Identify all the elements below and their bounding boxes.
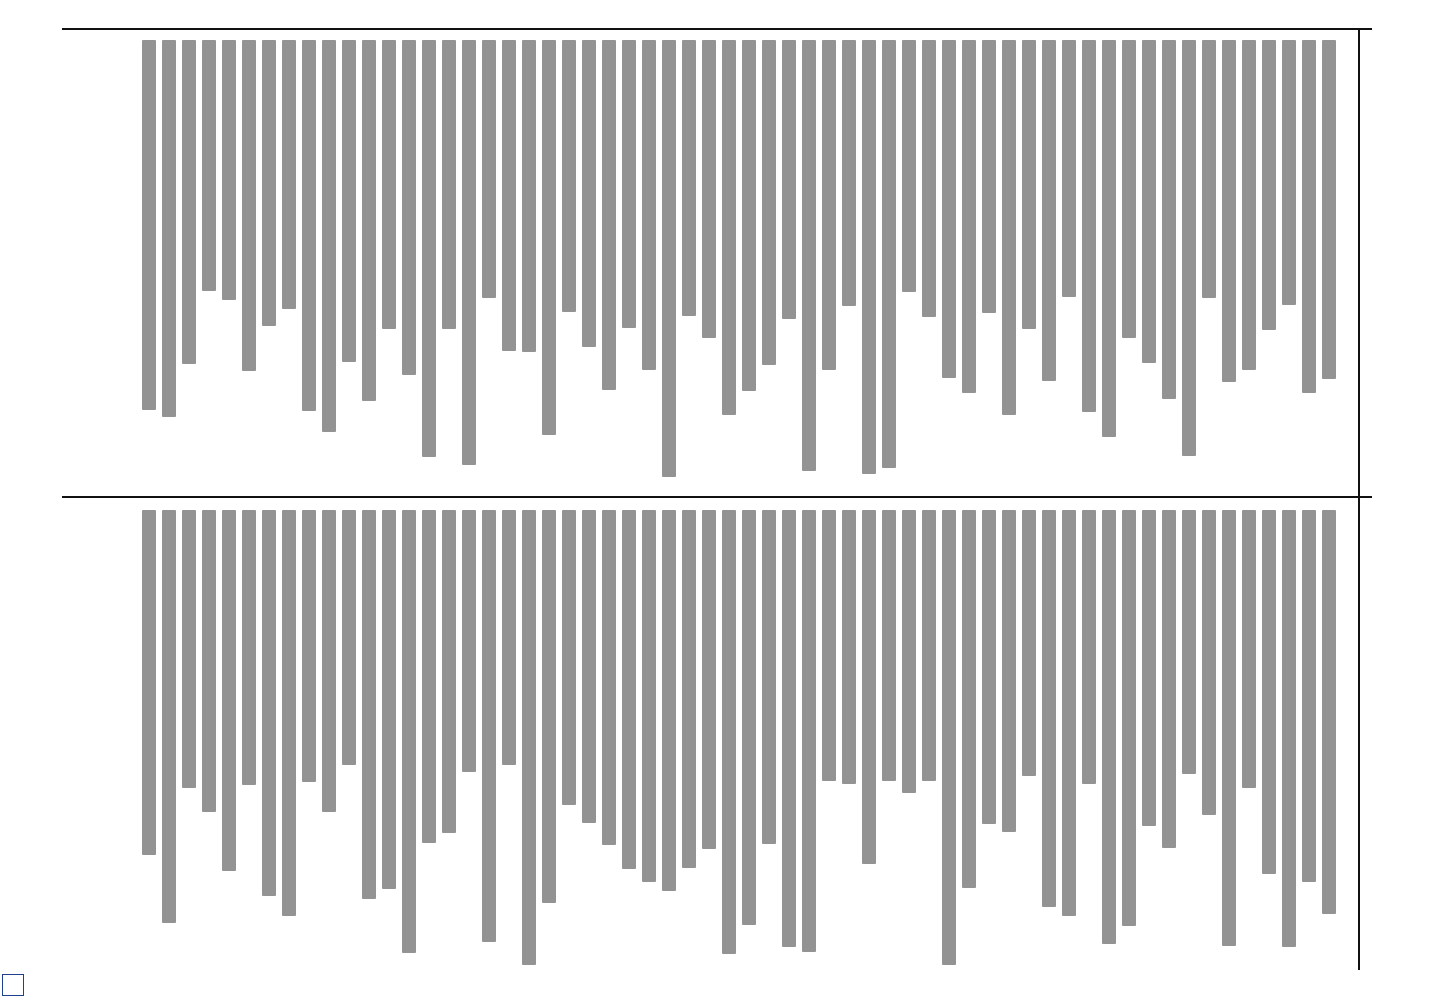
text-line [662,510,676,891]
text-line [682,40,696,316]
text-line [342,40,356,362]
text-line [1082,510,1096,784]
text-line [1202,510,1216,815]
text-line [1162,510,1176,848]
text-line [182,510,196,788]
text-line [922,40,936,317]
text-line [722,510,736,954]
text-line [822,510,836,781]
text-line [642,510,656,882]
text-line [482,40,496,298]
text-line [1142,40,1156,363]
text-line [262,40,276,326]
text-line [1062,510,1076,916]
text-line [482,510,496,942]
text-line [982,40,996,313]
text-line [442,510,456,833]
text-line [822,40,836,370]
text-line [882,510,896,781]
text-line [722,40,736,415]
text-line [462,40,476,465]
text-line [1182,510,1196,774]
text-line [1222,40,1236,382]
text-line [382,510,396,889]
text-line [402,40,416,375]
text-line [862,40,876,474]
text-line [322,510,336,812]
text-line [462,510,476,772]
text-line [582,40,596,347]
text-line [302,510,316,782]
text-line [442,40,456,329]
text-line [962,510,976,888]
text-line [1142,510,1156,826]
text-line [902,510,916,793]
text-line [742,510,756,925]
text-line [542,510,556,903]
text-line [1002,40,1016,415]
text-line [1082,40,1096,412]
text-line [802,40,816,471]
text-line [682,510,696,868]
text-line [422,510,436,843]
text-line [1282,510,1296,947]
center-divider [62,496,1372,498]
text-line [582,510,596,823]
text-line [1022,40,1036,329]
text-line [422,40,436,457]
text-line [1002,510,1016,832]
text-line [1122,40,1136,338]
text-line [342,510,356,765]
text-line [782,510,796,947]
text-line [1122,510,1136,926]
text-line [222,510,236,871]
text-line [762,510,776,844]
text-line [842,510,856,784]
text-line [942,40,956,378]
text-line [742,40,756,391]
text-line [1242,40,1256,370]
text-line [282,40,296,309]
text-line [1262,40,1276,330]
text-line [902,40,916,292]
header-rule [1358,30,1360,970]
text-line [1322,40,1336,379]
text-line [962,40,976,393]
text-line [1302,510,1316,882]
text-line [1282,40,1296,305]
text-line [1022,510,1036,776]
text-line [382,40,396,329]
text-line [402,510,416,953]
text-line [562,510,576,805]
text-line [242,510,256,785]
text-line [842,40,856,306]
text-line [1242,510,1256,788]
text-line [1102,40,1116,437]
top-rule [62,28,1372,30]
text-line [662,40,676,477]
text-line [1262,510,1276,874]
text-line [802,510,816,952]
text-line [362,510,376,899]
text-line [162,510,176,923]
text-line [282,510,296,916]
dfg-logo-icon [2,974,24,996]
text-line [1182,40,1196,456]
text-line [622,510,636,869]
text-line [162,40,176,417]
text-line [502,510,516,765]
text-line [562,40,576,312]
text-line [222,40,236,300]
text-line [542,40,556,435]
text-line [142,40,156,410]
text-line [1102,510,1116,944]
text-line [202,40,216,291]
text-line [1162,40,1176,399]
text-line [262,510,276,896]
text-line [622,40,636,328]
text-line [982,510,996,824]
text-line [942,510,956,965]
text-line [1322,510,1336,914]
text-line [762,40,776,365]
text-line [142,510,156,855]
text-line [642,40,656,370]
text-line [1202,40,1216,298]
text-line [602,510,616,845]
text-line [302,40,316,411]
text-line [782,40,796,319]
lower-text-block [96,510,1336,970]
text-line [1222,510,1236,946]
text-line [502,40,516,351]
text-line [362,40,376,401]
upper-text-block [96,40,1336,480]
text-line [1302,40,1316,393]
text-line [182,40,196,364]
text-line [1062,40,1076,297]
text-line [1042,40,1056,381]
text-line [862,510,876,864]
text-line [522,40,536,352]
text-line [882,40,896,468]
text-line [242,40,256,371]
text-line [602,40,616,390]
digitisation-strip [0,0,28,1000]
text-line [702,40,716,338]
text-line [922,510,936,781]
text-line [1042,510,1056,907]
text-line [522,510,536,965]
text-line [702,510,716,849]
text-line [202,510,216,812]
text-line [322,40,336,432]
